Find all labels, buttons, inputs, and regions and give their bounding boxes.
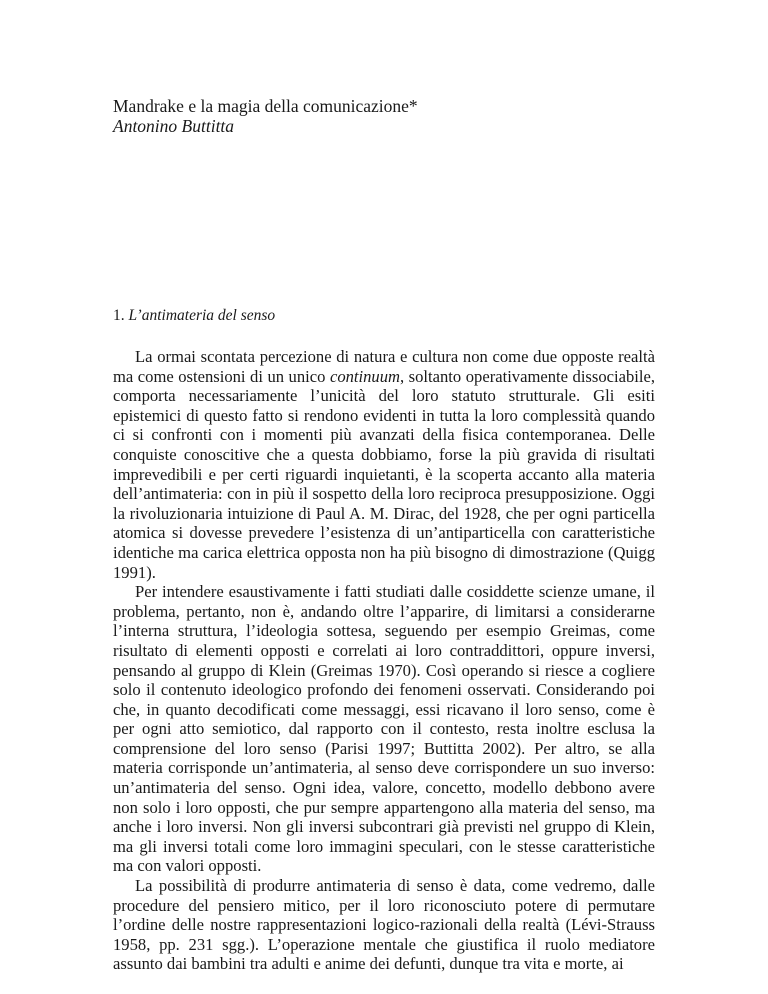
section-heading	[113, 306, 275, 326]
paragraph-3: La possibilità di produrre antimateria di senso è data, come vedremo, dalle procedure del pensiero mitico, per il loro riconosciuto potere di permutare l’ordine delle nostre rappresentazioni logico-razionali della realtà (Lévi-Strauss 1958, pp. 231 sgg.). L’operazione mentale che giustifica il ruolo mediatore assunto dai bambini tra adulti e anime dei defunti, dunque tra vita e morte, ai	[113, 876, 655, 974]
paragraph-1	[113, 347, 655, 582]
paragraph-1-text-b: , soltanto operativamente dissociabile, comporta necessariamente l’unicità del loro statuto strutturale. Gli esiti epistemici di questo fatto si rendono evidenti in tutta la loro complessità quando ci si confronti con i momenti più avanzati della fisica contemporanea. Delle conquiste conoscitive che a questa dobbiamo, forse la più gravida di risultati imprevedibili e per certi riguardi inquietanti, è la scoperta accanto alla materia dell’antimateria: con in più il sospetto della loro reciproca presupposizione. Oggi la rivoluzionaria intuizione di Paul A. M. Dirac, del 1928, che per ogni particella atomica si dovesse prevedere l’esistenza di un’antiparticella con caratteristiche identiche ma carica elettrica opposta non ha più bisogno di dimostrazione (Quigg 1991).	[113, 366, 656, 582]
paragraph-2: Per intendere esaustivamente i fatti studiati dalle cosiddette scienze umane, il problema, pertanto, non è, andando oltre l’apparire, di limitarsi a considerarne l’interna struttura, l’ideologia sottesa, seguendo per esempio Greimas, come risultato di elementi opposti e correlati ai loro contraddittori, oppure inversi, pensando al gruppo di Klein (Greimas 1970). Così operando si riesce a cogliere solo il contenuto ideologico profondo dei fenomeni osservati. Considerando poi che, in quanto decodificati come messaggi, essi ricavano il loro senso, come è per ogni atto semiotico, dal rapporto con il contesto, resta inoltre esclusa la comprensione del loro senso (Parisi 1997; Buttitta 2002). Per altro, se alla materia corrisponde un’antimateria, al senso deve corrispondere un suo inverso: un’antimateria del senso. Ogni idea, valore, concetto, modello debbono avere non solo i loro opposti, che pur sempre appartengono alla materia del senso, ma anche i loro inversi. Non gli inversi subcontrari già previsti nel gruppo di Klein, ma gli inversi totali come loro immagini speculari, con le stesse caratteristiche ma con valori opposti.	[113, 582, 655, 876]
article-author: Antonino Buttitta	[113, 116, 235, 136]
section-title: L’antimateria del senso	[128, 307, 276, 324]
paragraph-1-text-a: La ormai scontata percezione di natura e cultura non come due opposte realtà ma come ostensioni di un unico	[113, 347, 655, 386]
section-number: 1.	[113, 307, 125, 324]
body-text	[113, 347, 655, 974]
article-title: Mandrake e la magia della comunicazione*	[113, 96, 418, 116]
paragraph-1-emphasis: continuum	[329, 366, 401, 386]
